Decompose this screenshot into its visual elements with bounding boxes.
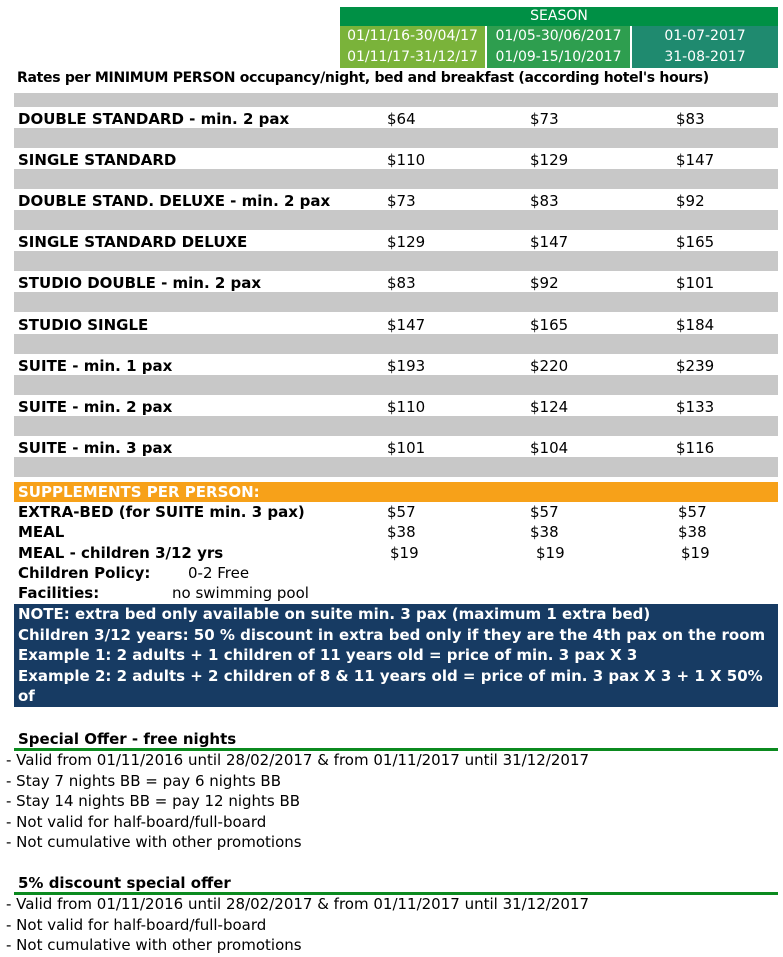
rates-caption: Rates per MINIMUM PERSON occupancy/night, bed and breakfast (according hotel's hours) xyxy=(17,70,709,86)
facilities-value: no swimming pool xyxy=(172,584,309,602)
room-price: $129 xyxy=(387,233,426,252)
room-price: $101 xyxy=(387,438,426,457)
table-row xyxy=(14,354,778,395)
table-row xyxy=(14,107,778,148)
list-item: - Not valid for half-board/full-board xyxy=(6,915,267,934)
children-policy-value: 0-2 Free xyxy=(188,564,250,582)
room-price: $220 xyxy=(530,356,569,375)
room-price: $165 xyxy=(530,315,569,334)
table-row xyxy=(14,230,778,271)
table-row xyxy=(18,503,778,523)
note-line: extra bed price xyxy=(18,707,147,726)
room-price: $184 xyxy=(676,315,715,334)
note-line: Example 1: 2 adults + 1 children of 11 years old = price of min. 3 pax X 3 xyxy=(18,646,638,664)
room-price: $104 xyxy=(530,438,569,457)
season-dates: 01-07-2017 xyxy=(664,28,746,44)
room-name: DOUBLE STAND. DELUXE - min. 2 pax xyxy=(18,192,331,211)
supplement-price: $19 xyxy=(681,544,710,562)
row-separator xyxy=(14,375,778,395)
table-row xyxy=(14,436,778,477)
row-separator xyxy=(14,292,778,312)
room-name: STUDIO SINGLE xyxy=(18,315,149,334)
facilities-label: Facilities: xyxy=(18,584,100,602)
room-name: SINGLE STANDARD xyxy=(18,151,177,170)
room-price: $92 xyxy=(676,192,705,211)
room-price: $83 xyxy=(530,192,559,211)
supplement-price: $19 xyxy=(390,544,419,562)
table-row xyxy=(14,148,778,189)
room-price: $110 xyxy=(387,151,426,170)
note-box xyxy=(14,604,778,726)
row-separator xyxy=(14,457,778,477)
room-price: $64 xyxy=(387,110,416,128)
room-price: $124 xyxy=(530,397,569,416)
list-item: - Valid from 01/11/2016 until 28/02/2017 & from 01/11/2017 until 31/12/2017 xyxy=(6,751,590,769)
season-column-2 xyxy=(487,26,630,68)
row-separator xyxy=(14,251,778,271)
room-price: $101 xyxy=(676,274,715,293)
table-row xyxy=(14,189,778,230)
list-item: - Not cumulative with other promotions xyxy=(6,833,302,852)
table-row xyxy=(14,395,778,436)
supplement-price: $38 xyxy=(530,523,559,541)
room-price: $133 xyxy=(676,397,715,416)
season-dates: 01/05-30/06/2017 xyxy=(495,28,622,44)
row-separator xyxy=(14,169,778,189)
row-separator xyxy=(14,128,778,148)
supplement-price: $19 xyxy=(536,544,565,562)
season-dates: 01/11/16-30/04/17 xyxy=(347,28,478,44)
season-column-1 xyxy=(340,26,485,68)
room-price: $147 xyxy=(530,233,569,252)
row-separator xyxy=(14,210,778,230)
offer-title: 5% discount special offer xyxy=(18,874,231,892)
row-separator xyxy=(14,416,778,436)
season-dates: 01/11/17-31/12/17 xyxy=(347,49,478,65)
room-price: $116 xyxy=(676,438,715,457)
room-price: $165 xyxy=(676,233,715,252)
table-row xyxy=(14,313,778,354)
room-name: STUDIO DOUBLE - min. 2 pax xyxy=(18,274,262,293)
supplement-price: $57 xyxy=(678,503,707,521)
room-name: SUITE - min. 3 pax xyxy=(18,438,173,457)
list-item: - Valid from 01/11/2016 until 28/02/2017 & from 01/11/2017 until 31/12/2017 xyxy=(6,895,590,913)
table-row xyxy=(18,523,778,543)
room-name: SUITE - min. 1 pax xyxy=(18,356,173,375)
season-dates: 31-08-2017 xyxy=(664,49,746,65)
supplement-price: $57 xyxy=(387,503,416,521)
supplement-name: MEAL - children 3/12 yrs xyxy=(18,544,224,562)
supplement-price: $57 xyxy=(530,503,559,521)
note-line: Example 2: 2 adults + 2 children of 8 & 11 years old = price of min. 3 pax X 3 + 1 X 50% of xyxy=(18,666,763,705)
season-dates: 01/09-15/10/2017 xyxy=(495,49,622,65)
season-column-3 xyxy=(632,26,778,68)
offer-list xyxy=(6,750,589,853)
facilities-row xyxy=(18,584,778,604)
supplements-header: SUPPLEMENTS PER PERSON: xyxy=(14,482,778,502)
room-price: $147 xyxy=(676,151,715,170)
supplements-table xyxy=(18,503,778,604)
room-price: $92 xyxy=(530,274,559,293)
room-price: $110 xyxy=(387,397,426,416)
row-separator xyxy=(14,334,778,354)
list-item: - Stay 14 nights BB = pay 12 nights BB xyxy=(6,792,301,811)
room-price: $83 xyxy=(387,274,416,293)
table-row xyxy=(14,271,778,312)
supplement-name: EXTRA-BED (for SUITE min. 3 pax) xyxy=(18,503,305,521)
supplement-price: $38 xyxy=(387,523,416,541)
room-name: SINGLE STANDARD DELUXE xyxy=(18,233,248,252)
offer-list xyxy=(6,894,589,956)
supplement-name: MEAL xyxy=(18,523,65,541)
room-price: $83 xyxy=(676,110,705,128)
list-item: - Not cumulative with other promotions xyxy=(6,936,302,955)
room-price: $73 xyxy=(387,192,416,211)
list-item: - Stay 7 nights BB = pay 6 nights BB xyxy=(6,771,282,790)
list-item: - Not valid for half-board/full-board xyxy=(6,812,267,831)
row-separator xyxy=(14,93,778,107)
room-name: SUITE - min. 2 pax xyxy=(18,397,173,416)
note-line: NOTE: extra bed only available on suite min. 3 pax (maximum 1 extra bed) xyxy=(18,605,651,623)
supplement-price: $38 xyxy=(678,523,707,541)
room-price: $239 xyxy=(676,356,715,375)
children-policy-row xyxy=(18,564,778,584)
room-price: $193 xyxy=(387,356,426,375)
children-policy-label: Children Policy: xyxy=(18,564,151,582)
note-line: Children 3/12 years: 50 % discount in extra bed only if they are the 4th pax on the room xyxy=(18,625,766,644)
room-price: $129 xyxy=(530,151,569,170)
table-row xyxy=(18,544,778,565)
room-price: $73 xyxy=(530,110,559,128)
room-name: DOUBLE STANDARD - min. 2 pax xyxy=(18,110,290,128)
room-price: $147 xyxy=(387,315,426,334)
season-header: SEASON xyxy=(340,7,778,26)
offer-title: Special Offer - free nights xyxy=(18,730,237,748)
